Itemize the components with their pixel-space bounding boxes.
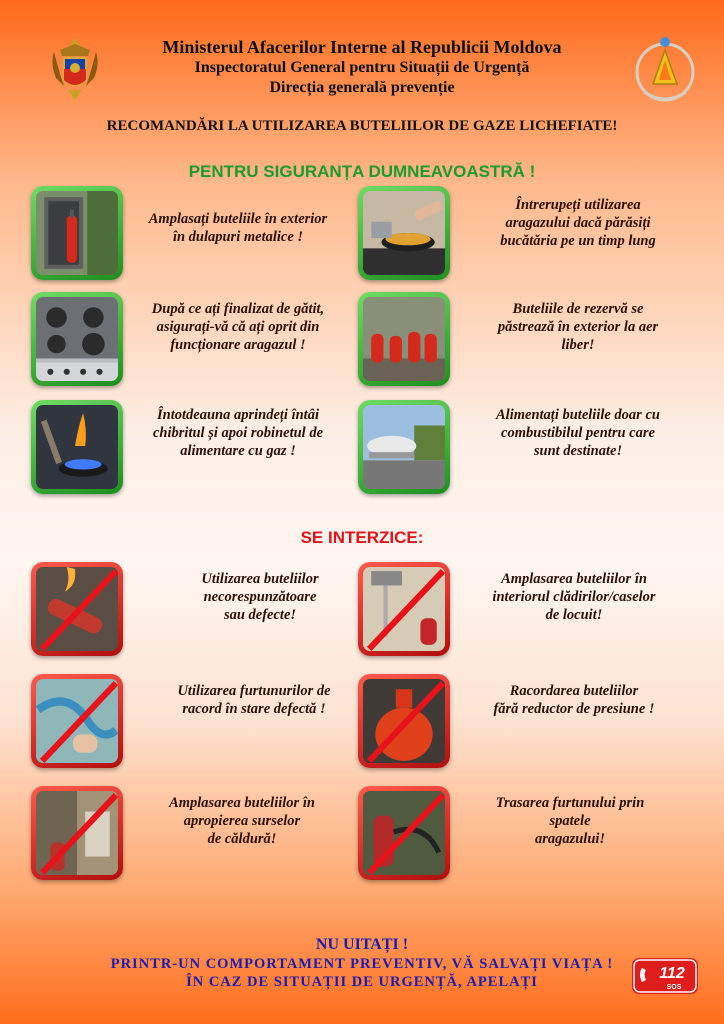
forbidden-caption: Racordarea buteliilor fără reductor de presiune ! <box>493 683 655 717</box>
spare-cylinders-outdoors-icon <box>363 297 445 381</box>
damaged-cylinder-icon <box>36 567 118 651</box>
directorate-name: Direcția generală prevenție <box>269 79 455 96</box>
emergency-call-message: ÎN CAZ DE SITUAȚII DE URGENȚĂ, APELAȚI <box>186 974 538 990</box>
safety-caption: După ce ați finalizat de gătit, asigurați-vă că ați oprit din funcționare aragazul ! <box>151 301 325 353</box>
safety-image-tile <box>358 400 450 494</box>
safety-image-tile <box>358 186 450 280</box>
forbidden-image-tile <box>31 674 123 768</box>
safety-caption: Buteliile de rezervă se păstrează în exterior la aer liber! <box>497 301 659 353</box>
safety-image-tile <box>31 186 123 280</box>
emergency-number: 112 <box>659 965 685 982</box>
sos-label: SOS <box>666 984 682 991</box>
forbidden-caption: Trasarea furtunului prin spatele aragazului! <box>495 795 645 847</box>
reminder-heading: NU UITAȚI ! <box>315 936 409 953</box>
cylinder-near-heat-icon <box>36 791 118 875</box>
defective-hose-icon <box>36 679 118 763</box>
hose-behind-stove-icon <box>363 791 445 875</box>
forbidden-image-tile <box>358 562 450 656</box>
safety-image-tile <box>358 292 450 386</box>
cooking-on-stove-icon <box>363 191 445 275</box>
gas-station-icon <box>363 405 445 489</box>
safety-image-tile <box>31 292 123 386</box>
safety-caption: Amplasați buteliile în exterior în dulapuri metalice ! <box>148 211 328 245</box>
forbidden-image-tile <box>358 674 450 768</box>
no-pressure-reducer-icon <box>363 679 445 763</box>
stove-burners-icon <box>36 297 118 381</box>
gas-flame-match-icon <box>36 405 118 489</box>
safety-caption: Întotdeauna aprindeți întâi chibritul și apoi robinetul de alimentare cu gaz ! <box>153 407 323 459</box>
forbidden-image-tile <box>31 786 123 880</box>
forbidden-caption: Utilizarea furtunurilor de racord în stare defectă ! <box>177 683 331 717</box>
cylinder-indoors-icon <box>363 567 445 651</box>
emergency-112-badge-icon <box>632 958 698 994</box>
safety-caption: Alimentați buteliile doar cu combustibilul pentru care sunt destinate! <box>496 407 660 459</box>
forbidden-image-tile <box>31 562 123 656</box>
forbidden-image-tile <box>358 786 450 880</box>
safety-heading: PENTRU SIGURANȚA DUMNEAVOASTRĂ ! <box>188 162 536 181</box>
forbidden-caption: Amplasarea buteliilor în interiorul clădirilor/caselor de locuit! <box>492 571 656 623</box>
forbidden-heading: SE INTERZICE: <box>300 528 424 547</box>
ministry-header <box>0 36 724 98</box>
cylinder-in-metal-cabinet-icon <box>36 191 118 275</box>
inspectorate-name: Inspectoratul General pentru Situații de Urgență <box>194 59 530 76</box>
page-title: RECOMANDĂRI LA UTILIZAREA BUTELIILOR DE GAZE LICHEFIATE! <box>106 118 618 134</box>
forbidden-caption: Amplasarea buteliilor în apropierea surselor de căldură! <box>169 795 315 847</box>
safety-image-tile <box>31 400 123 494</box>
safety-caption: Întrerupeți utilizarea aragazului dacă părăsiți bucătăria pe un timp lung <box>500 197 656 249</box>
reminder-message: PRINTR-UN COMPORTAMENT PREVENTIV, VĂ SALVAȚI VIAȚA ! <box>110 956 614 972</box>
ministry-name: Ministerul Afacerilor Interne al Republicii Moldova <box>162 37 562 57</box>
forbidden-caption: Utilizarea buteliilor necorespunzătoare sau defecte! <box>201 571 319 623</box>
